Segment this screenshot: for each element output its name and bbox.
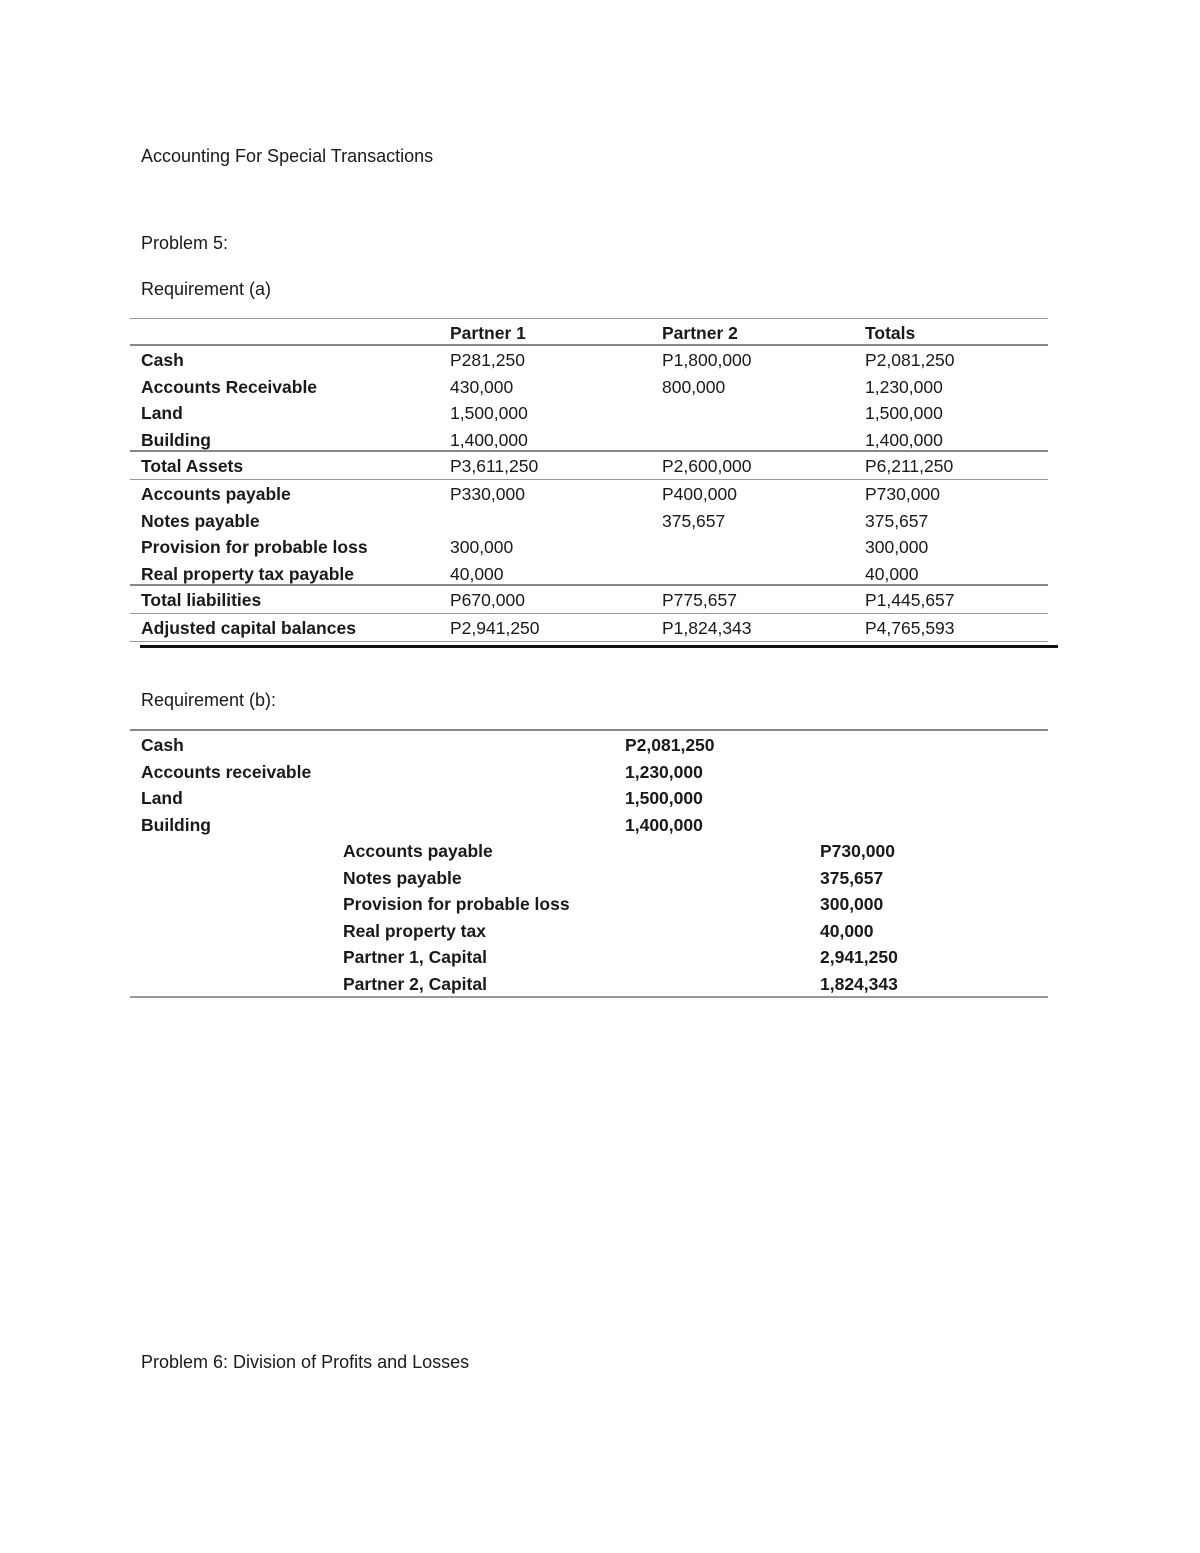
cell-total: 1,400,000 [865, 429, 943, 450]
problem-5-title: Problem 5: [141, 233, 229, 253]
journal-debit-row [130, 731, 1048, 758]
double-underline [140, 645, 1058, 648]
row-label: Real property tax payable [141, 563, 354, 584]
table-row [130, 426, 1048, 453]
credit-account: Partner 1, Capital [343, 947, 487, 967]
cell-partner-1: 300,000 [450, 537, 514, 557]
requirement-b-journal [130, 729, 1048, 998]
row-label: Provision for probable loss [141, 537, 368, 557]
row-label: Notes payable [141, 510, 260, 531]
cell-partner-2: P2,600,000 [662, 456, 752, 476]
debit-amount: 1,500,000 [625, 788, 703, 808]
credit-account: Real property tax [343, 920, 486, 941]
credit-amount: 1,824,343 [820, 973, 898, 994]
journal-credit-row [130, 917, 1048, 944]
cell-partner-1: P670,000 [450, 590, 525, 610]
journal-credit-row [130, 890, 1048, 917]
credit-amount: P730,000 [820, 841, 895, 861]
column-header-totals: Totals [865, 323, 916, 343]
table-row [130, 399, 1048, 426]
cell-partner-1: 430,000 [450, 376, 514, 397]
cell-total: 300,000 [865, 537, 929, 557]
debit-account: Cash [141, 735, 184, 755]
debit-amount: 1,400,000 [625, 814, 703, 835]
debit-amount: P2,081,250 [625, 735, 715, 755]
credit-amount: 2,941,250 [820, 947, 898, 967]
requirement-a-table [130, 318, 1048, 642]
journal-credit-row [130, 970, 1048, 997]
total-liabilities-row [130, 586, 1048, 614]
row-label: Building [141, 429, 211, 450]
journal-credit-row [130, 837, 1048, 864]
row-label: Total Assets [141, 456, 244, 476]
column-header-partner-2: Partner 2 [662, 323, 738, 343]
journal-debit-row [130, 758, 1048, 785]
row-label: Land [141, 403, 183, 423]
debit-account: Land [141, 788, 183, 808]
cell-partner-1: P330,000 [450, 484, 525, 504]
cell-total: P6,211,250 [865, 456, 954, 476]
journal-credit-row [130, 864, 1048, 891]
table-row [130, 346, 1048, 373]
credit-account: Partner 2, Capital [343, 973, 487, 994]
cell-total: P2,081,250 [865, 350, 955, 370]
table-row [130, 507, 1048, 534]
credit-amount: 40,000 [820, 920, 874, 941]
cell-total: P4,765,593 [865, 618, 955, 638]
cell-partner-2: P400,000 [662, 484, 737, 504]
cell-partner-1: P2,941,250 [450, 618, 540, 638]
journal-debit-row [130, 811, 1048, 838]
cell-partner-1: 40,000 [450, 563, 504, 584]
credit-amount: 300,000 [820, 894, 884, 914]
table-header-row [130, 318, 1048, 346]
cell-partner-1: P3,611,250 [450, 456, 539, 476]
credit-account: Accounts payable [343, 841, 493, 861]
table-row [130, 533, 1048, 560]
cell-total: P1,445,657 [865, 590, 955, 610]
cell-partner-2: 375,657 [662, 510, 726, 531]
cell-total: 1,230,000 [865, 376, 943, 397]
problem-6-title: Problem 6: Division of Profits and Losses [141, 1352, 470, 1372]
cell-total: 1,500,000 [865, 403, 943, 423]
credit-account: Notes payable [343, 867, 462, 888]
table-row [130, 560, 1048, 587]
requirement-b-title: Requirement (b): [141, 690, 277, 710]
cell-partner-2: 800,000 [662, 376, 726, 397]
row-label: Cash [141, 350, 184, 370]
cell-total: P730,000 [865, 484, 940, 504]
cell-partner-2: P1,824,343 [662, 618, 752, 638]
row-label: Adjusted capital balances [141, 618, 356, 638]
cell-partner-2: P1,800,000 [662, 350, 752, 370]
cell-partner-1: 1,500,000 [450, 403, 528, 423]
requirement-a-title: Requirement (a) [141, 279, 272, 299]
row-label: Total liabilities [141, 590, 262, 610]
course-title: Accounting For Special Transactions [141, 146, 434, 166]
cell-partner-2: P775,657 [662, 590, 737, 610]
total-assets-row [130, 452, 1048, 480]
journal-debit-row [130, 784, 1048, 811]
debit-account: Building [141, 814, 211, 835]
cell-total: 375,657 [865, 510, 929, 531]
cell-partner-1: P281,250 [450, 350, 525, 370]
table-row [130, 480, 1048, 507]
cell-partner-1: 1,400,000 [450, 429, 528, 450]
table-row [130, 373, 1048, 400]
column-header-partner-1: Partner 1 [450, 323, 526, 343]
credit-amount: 375,657 [820, 867, 884, 888]
cell-total: 40,000 [865, 563, 919, 584]
credit-account: Provision for probable loss [343, 894, 570, 914]
row-label: Accounts Receivable [141, 376, 318, 397]
debit-account: Accounts receivable [141, 761, 312, 782]
debit-amount: 1,230,000 [625, 761, 703, 782]
journal-credit-row [130, 943, 1048, 970]
row-label: Accounts payable [141, 484, 291, 504]
adjusted-capital-row [130, 614, 1048, 642]
